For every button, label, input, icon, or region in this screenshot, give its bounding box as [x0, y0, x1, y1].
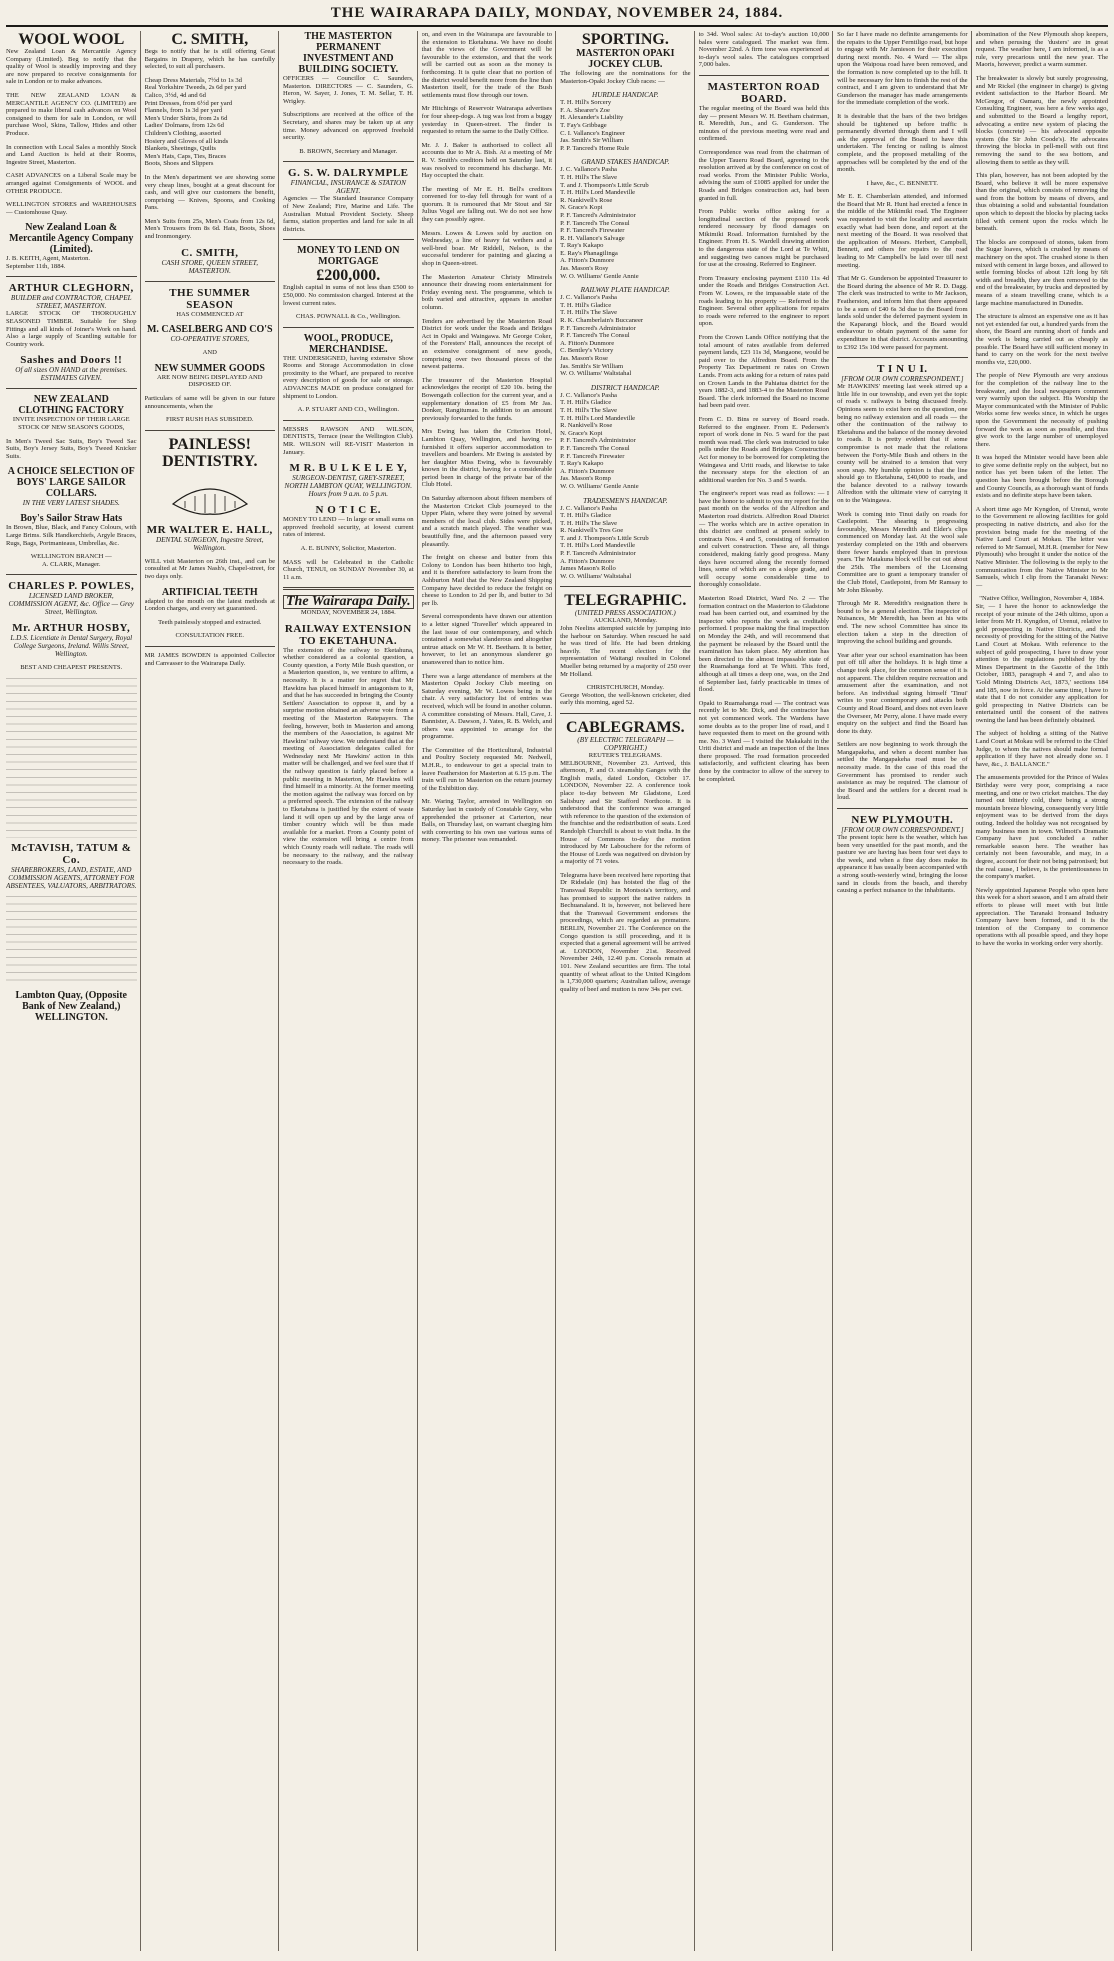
tinui-head: T I N U I.: [877, 363, 928, 376]
list-item: J. C. Vallance's Pasha: [560, 391, 617, 399]
wool-intro: New Zealand Loan & Mercantile Agency Company (Limited). Beg to notify that the quality of Wool is steadily improving and they are now prepared to receive consignments for sale in London or to make advances.: [6, 48, 137, 86]
news-paragraph: From Public works office asking for a longitudinal section of the proposed work rendered necessary by flood damages on Mikimiki Road. Information furnished by the Engineer. From H. S. Wardell drawing attention to the dangerous state of the Lord at Te Whiti, and suggesting two canoes might be purchased for use at the crossing. Referred to Engineer.: [698, 208, 830, 269]
hosby-title: Mr. ARTHUR HOSBY,: [12, 622, 131, 635]
straw-detail: In Brown, Blue, Black, and Fancy Colours, with Large Brims. Silk Handkerchiefs, Argyle Braces, Rugs, Bags, Portmanteaus, Umbrellas, &c.: [6, 524, 137, 547]
hurdle-list: [560, 99, 691, 152]
paper-date: MONDAY, NOVEMBER 24, 1884.: [300, 608, 396, 616]
list-item: N. Grace's Kopi: [560, 204, 603, 212]
news-paragraph: The Committee of the Horticultural, Industrial and Poultry Society requested Mr. Nedwell, M.H.R., to endeavour to get a special train to leave Featherston for Masterton at 6.15 p.m. The train will run to Masterton on the return journey of the Exhibition day.: [421, 746, 553, 792]
list-item: R. Nankivell's Rose: [560, 196, 613, 204]
straw-hats: Boy's Sailor Straw Hats: [20, 513, 123, 525]
displayed: ARE NOW BEING DISPLAYED AND DISPOSED OF.: [157, 373, 263, 389]
list-item: T. and J. Thompson's Little Scrub: [560, 534, 649, 542]
cleghorn-sub: BUILDER and CONTRACTOR, CHAPEL STREET, MASTERTON.: [10, 294, 132, 311]
column-8: [976, 31, 1108, 1951]
list-item: P. F. Tancred's Firewater: [560, 227, 625, 235]
news-paragraph: From the Crown Lands Office notifying that the total amount of rates available from deferred payment lands, £23 11s 3d, Mangaone, would be paid over to the Alfredton Board. From the Property Tax Department re rates on Crown Lands. From acts asking for a return of rates paid on Crown Lands in the Pahiatua district for the years 1882-3, and 1883-4 to the Masterton Road Board. The clerk informed the Board no income had been paid over.: [698, 334, 830, 410]
artificial-teeth: ARTIFICIAL TEETH: [161, 586, 258, 598]
money-lend: MONEY TO LEND ON MORTGAGE: [297, 245, 400, 268]
list-item: F. A. Shearer's Zoe: [560, 106, 610, 114]
summer-sub: HAS COMMENCED AT: [176, 310, 244, 318]
smith-addr: CASH STORE, QUEEN STREET, MASTERTON.: [161, 258, 259, 275]
wool-body: THE NEW ZEALAND LOAN & MERCANTILE AGENCY CO. (LIMITED) are prepared to make liberal cash advances on Wool consigned to them for sale in London, or will purchase Wool, Skins, Tallow, Hides and other Produce.: [6, 91, 137, 137]
buckley-sub: SURGEON-DENTIST, GREY-STREET, NORTH LAMBTON QUAY, WELLINGTON. Hours from 9 a.m. to 5 p.m.: [284, 474, 413, 499]
news-paragraph: The amusements provided for the Prince of Wales Birthday were very poor, comprising a race meeting, and one or two cricket matches. The day turned out bitterly cold, there being a strong mountain breeze blowing, consequently very little enjoyment was to be derived from the days outing. Indeed the holiday was not recognised by many business men in town. Wilmott's Dramatic Company have just concluded a rather remarkable season here. The weather has certainly not been favourable, and may, in a degree, account for their not being patronised; but the real cause, I believe, is the pretentiousness in the company's market.: [975, 774, 1109, 881]
news-paragraph: Settlers are now beginning to work through the Mangapakeha, and when a decent number has settled the Mangapakeha road must be of necessity made. In the case of this road the Government has promised to render such assistance as may be required. The clamour of the Board and the settlers for a decent road is loud.: [837, 741, 968, 802]
caselberg: M. CASELBERG AND CO'S: [146, 324, 273, 336]
list-item: T. H. Hill's Lord Mandeville: [560, 189, 636, 197]
list-item: R. H. Vallance's Salvage: [560, 234, 625, 242]
list-item: Boots, Shoes and Slippers: [144, 160, 214, 168]
list-item: P. P. Tancred's Home Rule: [560, 144, 630, 152]
and-text: AND: [202, 349, 217, 357]
divider: [283, 327, 414, 328]
hall-body: WILL visit Masterton on 26th inst., and can be consulted at Mr James Nash's, Chapel-street, for two days only.: [144, 557, 276, 580]
tradesmen-head: TRADESMEN'S HANDICAP.: [583, 496, 668, 505]
sashes-title: Sashes and Doors !!: [20, 354, 123, 367]
divider: [837, 808, 968, 809]
divider: [283, 420, 414, 421]
list-item: Cheap Dress Materials, 7½d to 1s 3d: [144, 76, 242, 84]
list-item: W. O. Williams' Waltstahal: [560, 572, 632, 580]
lambton: Lambton Quay, (Opposite Bank of New Zealand,) WELLINGTON.: [15, 989, 127, 1023]
tooth-illustration: [145, 474, 276, 520]
big-sum: £200,000.: [316, 267, 381, 285]
wool-note: In connection with Local Sales a monthly Stock and Land Auction is held at their Rooms, Ingestre Street, Masterton.: [6, 143, 137, 166]
jockey-intro: The following are the nominations for the Masterton-Opaki Jockey Club races: —: [560, 70, 691, 85]
auckland-body: John Neelins attempted suicide by jumping into the harbour on Saturday. When rescued he said he was tired of life. He had been drinking heavily. The recent election for the representation of Waitangi resulted in Colonel Mueller being returned by a majority of 250 over Mr Holland.: [560, 625, 691, 678]
list-item: Ladies' Dolmans, from 12s 6d: [144, 122, 224, 130]
building-sign: B. BROWN, Secretary and Manager.: [299, 147, 398, 155]
powles-sub: LICENSED LAND BROKER, COMMISSION AGENT, &c. Office — Grey Street, Wellington.: [8, 592, 134, 617]
notice-body: MONEY TO LEND — In large or small sums on approved freehold security, at lowest current rates of interest.: [283, 516, 414, 539]
news-paragraph: Correspondence was read from the chairman of the Upper Taueru Road Board, agreeing to the resolution arrived at by the conference on cost of road works. From the Minister Public Works, advising the sum of £1085 applied for under the Roads and Bridges construction act, had been granted in full.: [698, 148, 830, 202]
wool-sales-paragraph: to 34d. Wool sales: At to-day's auction 10,000 bales were catalogued. The market was firm. November 22nd. A firm tone was experienced at to-day's wool sales. The catalogues comprised 7,000 bales.: [698, 31, 830, 69]
list-item: W. O. Williams' Waltstahal: [560, 370, 632, 378]
list-item: P. F. Tancred's Firewater: [560, 452, 625, 460]
reuters-head: REUTER'S TELEGRAMS.: [588, 751, 662, 759]
powles-title: CHARLES P. POWLES,: [8, 580, 135, 593]
news-paragraph: Mrs Ewing has taken the Criterion Hotel, Lambton Quay, Wellington, and having re-furnished it offers superior accommodation to travellers and boarders. Mr Ewing is assisted by her daughter Miss Ewing, who is favourably known in the district, having for a considerable period been in charge of the private bar of the Club Hotel.: [421, 428, 553, 489]
list-item: R. Nankivell's Rose: [560, 422, 613, 430]
list-item: T. H. Hill's Lord Mandeville: [560, 542, 636, 550]
news-paragraph: The breakwater is slowly but surely progressing, and Mr Rickel (the engineer in charge) is giving evident satisfaction to the Harbor Board. Mr McGregor, of Oamaru, the newly appointed Consulting Engineer, was here a few weeks ago, and submitted to the Board a lengthy report, advocating a entire new system of placing the blocks (concrete) — his advocated opposite system (the Sir John Coode's). He advocates throwing the blocks in pell-mell with out first removing the sand to the sea bottom, and allowing them to settle as they will.: [975, 74, 1109, 166]
bowden: MR JAMES BOWDEN is appointed Collector and Canvasser to the Wairarapa Daily.: [144, 651, 276, 667]
clark-sign: A. CLARK, Manager.: [42, 560, 101, 568]
artificial-sub: adapted to the mouth on the latest methods at London charges, and every set guaranteed.: [144, 597, 276, 613]
district-list: [560, 392, 691, 491]
divider: [560, 586, 691, 587]
building-body: Subscriptions are received at the office of the Secretary, and shares may be taken up at any time. Money advanced on approved freehold security.: [283, 111, 414, 142]
divider: [145, 646, 276, 647]
list-item: R. K. Chamberlain's Buccaneer: [560, 317, 644, 325]
smith-title: C. SMITH,: [171, 31, 249, 48]
dalrymple-sub: FINANCIAL, INSURANCE & STATION AGENT.: [290, 179, 406, 196]
list-item: T. Ray's Kakapo: [560, 460, 604, 468]
news-paragraph: It is desirable that the bars of the two bridges should be tightened up before traffic is permanently diverted through them and I will ask the approval of the Board to have this undertaken. The fencing or railing is almost complete, and the proposed metalling of the approaches will be completed by the end of the month.: [837, 112, 968, 174]
list-item: Jas. Mason's Rosy: [560, 265, 609, 273]
money-sign: CHAS. POWNALL & Co., Wellington.: [295, 313, 401, 321]
divider: [6, 574, 137, 575]
list-item: P. F. Tancred's Administrator: [560, 550, 636, 558]
small-print-block: [6, 678, 137, 838]
list-item: W. O. Williams' Gentle Annie: [560, 272, 639, 280]
telegraphic-sub: (UNITED PRESS ASSOCIATION.): [574, 609, 676, 618]
news-paragraph: Mr HAWKINS' meeting last week stirred up a little life in our township, and even yet the topic of roads v. railways is being discussed freely. Opinions seem to exist here on the question, one being no railway extension and all roads — the other the continuation of the railway to Eketahuna and the balance of the money devoted to roads. It is pretty evident that if some compromise is not made that the relations between the Forty-Mile Bush and others in the county will be strained to a tension that very soon snap. My humble opinion is that the line should go to Eketahuna, £40,000 to roads, and the balance devoted to a railway towards Alfredton with the ultimate view of carrying it on to the Waingawa.: [837, 383, 968, 505]
building-title: THE MASTERTON PERMANENT INVESTMENT AND BUILDING SOCIETY.: [298, 31, 399, 75]
column-7: [837, 31, 972, 1951]
tinui-sub: [FROM OUR OWN CORRESPONDENT.]: [841, 375, 964, 384]
news-paragraph: The freight on cheese and butter from this Colony to London has been hitherto too high, and it is therefore satisfactory to learn from the Ashburton Mail that the New Zealand Shipping Company have decided to reduce the freight on cheese to London to 2d per lb, and butter to 3d per lb.: [421, 554, 553, 607]
news-paragraph: It was hoped the Minister would have been able to give some definite reply on the subject, but no notice has yet been taken of the letter. The question has been brought before the Borough and County Councils, as a thorough want of funds exists and no definite steps have been taken.: [975, 454, 1109, 500]
news-paragraph: Work is coming into Tinui daily on roads for Castlepoint. The shearing is progressing favourably, Messrs Meredith and Elder's clips commenced on Monday last. At the wool sale yesterday completed on the 19th and observers there fewer hands employed than in previous years. The Matakuna block will be cut out about the 25th. The members of the Licensing Committee are to grant a temporary transfer of the Club Hotel, Castlepoint, from Mr Ramsay to Mr John Bleasby.: [837, 510, 968, 594]
letter-body-2: The subject of holding a sitting of the Native Land Court at Mokau will be referred to the Chief Judge, to whom the natives should make formal application if they have not already done so. I have, &c., J. BALLANCE.": [975, 730, 1109, 768]
auckland-dateline: AUCKLAND, Monday.: [593, 617, 658, 625]
smith-intro: Begs to notify that he is still offering Great Bargains in Drapery, which he has carefully selected, to suit all purchasers.: [144, 48, 276, 71]
news-paragraph: The treasurer of the Masterton Hospital acknowledges the receipt of £20 10s. being the Bowengath collection for the current year, and a supplementary donation of £5 from Mr Jas. Donker, Rangitumau. In addition to an amount previously forwarded to the funds.: [421, 376, 553, 422]
first-rush: FIRST RUSH HAS SUBSIDED.: [166, 416, 254, 424]
tradesmen-list: [560, 505, 691, 581]
agent-line: WELLINGTON STORES and WAREHOUSES — Customhouse Quay.: [6, 201, 137, 216]
painless-title: PAINLESS! DENTISTRY.: [162, 435, 258, 470]
column-5: [560, 31, 695, 1951]
agent-date: September 11th, 1884.: [6, 262, 66, 270]
wool-title: WOOL WOOL: [18, 31, 125, 48]
paper-flag: The Wairarapa Daily.: [283, 595, 414, 609]
list-item: Jas. Mason's Romp: [560, 475, 611, 483]
new-plymouth-head: NEW PLYMOUTH.: [851, 814, 954, 827]
agent-sign: J. B. KEITH, Agent, Masterton.: [6, 255, 91, 263]
list-item: Print Dresses, from 6½d per yard: [144, 99, 233, 107]
cable-body-2: Telegrams have been received here reporting that Dr Ridsdale (in) has hoisted the flag of the Transvaal Republic in Montsoia's territory, and has promised to support the native raiders in Bechuanaland. It is, however, not believed here that the Transvaal Government endorses the proceedings, which are regarded as premature. BERLIN, November 21. The Conference on the Congo question is still proceeding, and it is expected that a general agreement will be arrived at. LONDON, November 21st. Received November 24th, 12.40 p.m. Consols remain at 101. New Zealand securities are firm. The total quantity of wheat afloat to the United Kingdom is 1,730,000 quarters; Australian tallow, average quality of beef and mutton is now 34s per cwt.: [560, 871, 691, 993]
smith-body: In the Men's department we are showing some very cheap lines, bought at a great discount for cash, and will give our customers the benefit, comprising — Knives, Spoons, and Cooking Pans.: [144, 173, 276, 212]
divider: [837, 357, 968, 358]
news-paragraph: This plan, however, has not been adopted by the Board, who believe it will be more expensive than the original, which consists of removing the sand from the bottom by means of divers, and thus obtaining a solid and substantial foundation upon which to deposit the blocks by placing tacks filled with cement upon the rocks which lie beneath.: [975, 172, 1109, 233]
news-paragraph: abomination of the New Plymouth shop keepers, and when perusing the 'dusters' are in great request. The weather here, I am informed, is as a rule, very precarious until the new year. The Maoris, however, predict a warm summer.: [975, 31, 1109, 69]
list-item: H. Alexander's Liability: [560, 114, 624, 122]
list-item: Calico, 3½d, 4d and 6d: [144, 91, 206, 99]
list-item: T. H. Hill's The Slave: [560, 309, 618, 317]
hall-sub: DENTAL SURGEON, Ingestre Street, Wellington.: [155, 535, 264, 552]
bunny-sign: A. E. BUNNY, Solicitor, Masterton.: [300, 545, 396, 552]
christchurch-body: George Wootton, the well-known cricketer, died early this morning, aged 52.: [560, 691, 691, 707]
jockey-head: MASTERTON OPAKI JOCKEY CLUB.: [576, 48, 675, 70]
mctavish-title: McTAVISH, TATUM & Co.: [11, 841, 132, 866]
news-paragraph: On Saturday afternoon about fifteen members of the Masterton Cricket Club journeyed to the Upper Plain, where they were joined by several members of the local club. Sides were picked, and a scratch match played. The weather was beautifully fine, and the afternoon passed very pleasantly.: [421, 495, 553, 548]
list-item: N. Grace's Kopi: [560, 429, 603, 437]
divider: [145, 430, 276, 431]
cleghorn-stock: LARGE STOCK OF THOROUGHLY SEASONED TIMBER. Suitable for Shop Fittings and all kinds of Joiner's Work on hand. Also a large supply of Scantling suitable for Country work.: [6, 310, 137, 348]
list-item: T. and J. Thompson's Little Scrub: [560, 181, 649, 189]
masthead: THE WAIRARAPA DAILY, MONDAY, NOVEMBER 24, 1884.: [6, 4, 1108, 27]
column-6: [699, 31, 834, 1951]
list-item: T. H. Hill's The Slave: [560, 519, 618, 527]
list-item: W. O. Williams' Gentle Annie: [560, 482, 639, 490]
list-item: R. Nankivell's Tres Goe: [560, 527, 624, 535]
list-item: A. Fitton's Dunmore: [560, 557, 615, 565]
mctavish-sub: SHAREBROKERS, LAND, ESTATE, AND COMMISSION AGENTS, ATTORNEY FOR ABSENTEES, VALUATORS, ARBITRATORS.: [6, 865, 137, 890]
hall-title: MR WALTER E. HALL,: [146, 523, 273, 536]
new-plymouth-sub: [FROM OUR OWN CORRESPONDENT.]: [841, 826, 964, 835]
undersigned: THE UNDERSIGNED, having extensive Show Rooms and Storage Accommodation in close proximity to the Wharf, are prepared to receive every description of goods for sale or storage. ADVANCES MADE on produce consigned for shipment to London.: [283, 354, 414, 400]
dental-note: BEST AND CHEAPEST PRESENTS.: [20, 664, 123, 672]
cable-sub: (BY ELECTRIC TELEGRAPH — COPYRIGHT.): [577, 735, 674, 752]
cablegrams-head: CABLEGRAMS.: [565, 718, 685, 736]
list-item: J. C. Vallance's Pasha: [560, 166, 617, 174]
list-item: P. F. Tancred's The Consul: [560, 332, 630, 340]
list-item: Hosiery and Gloves of all kinds: [144, 137, 229, 145]
list-item: T. H. Hill's The Slave: [560, 406, 618, 414]
news-paragraph: Year after year our school examination has been put off till after the holidays. It is high time a change took place, for the common sense of it is not apparent. The children require recreation and amusement after the examination, and not before. An individual signing himself 'Tinui' writes to your contemporary and attacks both County and Road Board, and does not even leave the Overseer, Mr Perry, alone. I have made every enquiry on the subject and find the Board has done its duty.: [837, 651, 968, 735]
news-paragraph: That Mr G. Gunderson be appointed Treasurer to the Board during the absence of Mr R. D. Dagg. The clerk was instructed to write to Mr Jackson, Featherston, and inform him that there appeared to be a sum of £40 6s 3d due to the Board from lands sold under the deferred payment system in the Kaparangi block, and the Board would endeavour to obtain payment of the same for expenditure in that district. Accounts amounting to £392 15s 10d were passed for payment.: [837, 275, 968, 351]
list-item: T. Ray's Kakapo: [560, 242, 604, 250]
list-item: C. Bentley's Victory: [560, 347, 614, 355]
dalrymple-title: G. S. W. DALRYMPLE: [288, 167, 409, 180]
list-item: Flannels, from 1s 3d per yard: [144, 107, 223, 115]
money-body: English capital in sums of not less than £500 to £50,000. No commission charged. Interest at the lowest current rates.: [283, 284, 414, 307]
list-item: James Mason's Rollo: [560, 565, 616, 573]
teeth-icon: [165, 474, 255, 520]
column-1: [6, 31, 141, 1951]
notice-title: N O T I C E.: [315, 504, 382, 517]
buckley-title: M R. B U L K E L E Y,: [289, 462, 408, 475]
building-officers: OFFICERS — Councillor C. Saunders, Masterton. DIRECTORS — C. Saunders, G. Heron, W. Sayer, J. Jones, T. M. Sellar, T. H. Wrigley.: [283, 75, 414, 105]
news-paragraph: Mr E. E. Chamberlain attended, and informed the Board that Mr R. Hunt had erected a fence in the middle of the Mikimiki road. The Engineer was requested to visit the locality and ascertain exactly what had been done, and report at the next meeting of the Board. It was resolved that the application of Messrs. Herbert, Campbell, Bennett, and others for repairs to the road leading to Mr Campbell's be laid over till next meeting.: [837, 193, 968, 269]
list-item: T. H. Hill's The Slave: [560, 173, 618, 181]
list-item: T. Fay's Gribbage: [560, 121, 607, 129]
list-item: Jas. Smith's Sir William: [560, 137, 624, 145]
list-item: P. F. Tancred's Administrator: [560, 324, 636, 332]
list-item: Men's Hats, Caps, Ties, Braces: [144, 152, 227, 160]
list-item: T. H. Hill's Lord Mandeville: [560, 414, 636, 422]
list-item: A. Fitton's Dunmore: [560, 339, 615, 347]
cable-body: MELBOURNE, November 23. Arrived, this afternoon, P. and O. steamship Ganges with the English mails, dated London, October 17. LONDON, November 22. A conference took place to-day between Mr Gladstone, Lord Salisbury and Sir Stafford Northcote. It is understood that the conference was arranged with reference to the question of the extension of the franchise and the redistribution of seats. Lord Randolph Churchill is about to visit India. In the House of Commons to-day the motion introduced by Mr Labouchere for the reform of the House of Lords was negatived on division by a majority of 71 votes.: [560, 759, 691, 866]
news-paragraph: From C. D. Bins re survey of Board roads. Referred to the engineer. From E. Pedersen's report of work done in No. 5 ward for the past month was read. The clerk was instructed to take polls under the Roads and Bridges Construction Act for money to be borrowed for completing the Waingawa and Uriti roads, and likewise to take the necessary steps for the election of an additional warden for No. 3 and 5 wards.: [698, 415, 830, 484]
divider: [6, 388, 137, 389]
news-paragraph: The blocks are composed of stones, taken from the Sugar loaves, which is crushed by means of machinery on the spot. The crushed stone is then mixed with cement in large boxes, and allowed to settle forming blocks of about 12ft long by 6ft width and breadth, they are then removed to the end of the breakwater, by trucks and deposited by means of a steam travelling crane, which is a large machine manufactured in Dunedin.: [975, 238, 1109, 307]
nz-items: In Men's Tweed Sac Suits, Boy's Tweed Sac Suits, Boy's Jersey Suits, Boy's Tweed Knicker Suits.: [6, 437, 137, 460]
divider: [283, 239, 414, 240]
news-paragraph: Tenders are advertised by the Masterton Road District for work under the Roads and Bridges Act in Opaki and Waingawa. Mr George Coker, of the Foresters' Hall, announces the receipt of an extensive consignment of new goods, comprising over two thousand pieces of the newest patterns.: [421, 317, 553, 371]
list-item: Blankets, Sheetings, Quilts: [144, 145, 216, 153]
nz-clothing-title: NEW ZEALAND CLOTHING FACTORY: [18, 394, 125, 417]
divider: [699, 75, 830, 76]
smith-items: [145, 77, 276, 168]
hosby-sub: L.D.S. Licentiate in Dental Surgery, Royal College Surgeons, Ireland. Willis Street, Wellington.: [10, 634, 133, 659]
news-paragraph: Newly appointed Japanese People who open here this week for a short season, and I am afraid their efforts to please will meet with but little appreciation. The Taranaki Ironsand Industry Company have been formed, and it is the intention of the Company to commence operations with all possible speed, and they hope to have the works in working order very shortly.: [975, 886, 1109, 947]
road-board-head: MASTERTON ROAD BOARD.: [707, 80, 821, 105]
smith-more: Men's Suits from 25s, Men's Coats from 12s 6d, Men's Trousers from 8s 6d. Hats, Boots, Shoes and Ironmongery.: [144, 217, 276, 241]
letter-head: "Native Office, Wellington, November 4, 1884.: [979, 595, 1105, 603]
railway-body: The extension of the railway to Eketahuna, whether considered as a colonial question, a County question, a Forty Mile Bush question, or a Masterton question, is, we venture to affirm, a necessity. It is a matter for regret that Mr Hawkins has placed himself in antagonism to it, and that he has succeeded in bringing the County Settlers' Association to oppose it, and by a surprise motion obtained an adverse vote from a meeting of the Masterton Ratepayers. The feeling, however, both in Masterton and among the members of the Association, is against Mr Hawkins' railway view. We understand that at the meeting of Association delegates called for Wednesday next Mr Hawkins' action in this matter will be challenged, and we feel sure that if the railway question is fairly placed before a public meeting in Masterton, Mr Hawkins will find himself in a minority. At the former meeting the motion against the railway was forced on by a preferred speech. The extension of the railway to Eketahuna is justified by the extent of waste land it will open up and by the large area of timber country which will be thus made available for a market. From a County point of view the extension will bring a centre from which County roads will radiate. The roads will be necessary to the railway, and the railway necessary to the roads.: [283, 646, 414, 867]
column-2: [145, 31, 280, 1951]
column-3: [283, 31, 418, 1951]
summer-title: THE SUMMER SEASON: [169, 286, 251, 311]
nz-invite: INVITE INSPECTION OF THEIR LARGE STOCK OF NEW SEASON'S GOODS,: [12, 416, 130, 432]
divider: [145, 281, 276, 282]
stuart-sign: A. P. STUART AND CO., Wellington.: [297, 406, 399, 414]
list-item: Jas. Smith's Sir William: [560, 362, 624, 370]
news-paragraph: Through Mr R. Meredith's resignation there is bound to be a general election. The inspector of Nuisances, Mr Meredith, has been at his wits end. The new school Committee has since its election taken a step in the direction of improving the school building and grounds.: [837, 600, 968, 646]
divider: [6, 276, 137, 277]
news-paragraph: Messrs. Lowes & Lowes sold by auction on Wednesday, a line of heavy fat wethers and a well-bred boar. Mr Riddell, Nelson, is the successful tenderer for painting and glazing a shop in Queen-street.: [421, 229, 553, 268]
railway-plate-list: [560, 294, 691, 378]
news-paragraph: on, and even in the Wairarapa are favourable to the extension to Eketahuna. We have no doubt that the views of the Government will be favourable to the extension, and that the work will be carried out as soon as the money is forthcoming. It is quite clear that no portion of the district would benefit more from the line than Masterton itself, for the trade of the Bush settlements must flow through our town.: [421, 31, 553, 99]
cash-advances: CASH ADVANCES on a Liberal Scale may be arranged against Consignments of WOOL and OTHER PRODUCE.: [6, 172, 137, 195]
news-paragraph: The engineer's report was read as follows: — I have the honor to submit to you my report for the past month on the works of the Alfredton and Masterton road districts. Alfredton Road District — The works which are in active operation in this district are confined at present solely to contracts Nos. 4 and 5, consisting of formation and culvert construction. These are, all things considered, making fairly good progress. Many days have occurred along the recently formed lines, some of which are on a slope grade, and will occupy some considerable time to thoroughly consolidate.: [698, 490, 830, 589]
letter-body: Sir, — I have the honor to acknowledge the receipt of your minute of the 24th ultimo, upon a letter from Mr H. Kyngdon, of Urenui, relative to gold prospecting in Native Districts, and the necessity of providing for the sitting of the Native Land Court at Mokau. With reference to the subject of gold prospecting, I have to draw your attention to the regulations published by the Mines Department in the Gazette of the 18th October, 1883, paragraph 4 and 7, and also to 'Gold Mining Districts Act, 1873,' sections 184 and 185, now in force. At the same time, I have to state that I do not consider any application for gold prospecting in Native Districts can be entertained until the consent of the natives owning the land has been definitely obtained.: [975, 602, 1109, 724]
news-paragraph: There was a large attendance of members at the Masterton Opaki Jockey Club meeting on Saturday evening, Mr W. Lowes being in the chair. A very satisfactory list of entries was received, which will be found in another column. A committee consisting of Messrs. Hall, Cave, J. Bannister, A. Dawson, J. Yates, R. B. Welch, and others was appointed to arrange for the programme.: [421, 672, 553, 741]
list-item: Children's Clothing, assorted: [144, 129, 221, 137]
news-paragraph: Masterton Road District, Ward No. 2 — The formation contract on the Masterton to Gladstone road has been carried out, and examined by the inspector who reports the work as creditably performed. I propose making the final inspection on Monday the 24th, and will recommend that the payment be released by the Board until the examination has taken place. My attention has been directed to the almost impassable state of the Ruamahanga ford at Te Whiti. This ford, although at all times a deep one, was, on the 2nd of September last, fairly practicable in times of flood.: [698, 595, 830, 694]
list-item: P. F. Tancred's Administrator: [560, 211, 636, 219]
district-head: DISTRICT HANDICAP.: [590, 383, 660, 392]
list-item: Real Yorkshire Tweeds, 2s 6d per yard: [144, 84, 247, 92]
sporting-head: SPORTING.: [581, 31, 669, 48]
wellington-branch: WELLINGTON BRANCH —: [30, 553, 112, 561]
news-paragraph: So far I have made no definite arrangements for the repairs to the Upper Ferntiligo road, but hope to engage with Mr Jamieson for their execution during next month. No. 4 Ward — The slips upon the Waipoua road have been removed, and the formation is now completed up to the hill. It will be necessary for him to finish the rest of the contract, and I am given to understand that Mr Gunderson the manager has made arrangements for the immediate completion of the work.: [837, 31, 968, 107]
latest-shades: IN THE VERY LATEST SHADES.: [22, 499, 120, 508]
list-item: T. H. Hill's Gladice: [560, 301, 612, 309]
divider: [283, 161, 414, 162]
double-divider: [283, 587, 414, 590]
news-paragraph: Mr. J. J. Baker is authorised to collect all accounts due to Mr A. Bish. At a meeting of Mr R. V. Smith's creditors held on Saturday last, it was resolved to recommend his discharge. Mr. Hay occupied the chair.: [421, 141, 553, 180]
railway-plate-head: RAILWAY PLATE HANDICAP.: [580, 286, 670, 295]
company-name: New Zealand Loan & Mercantile Agency Company (Limited).: [9, 222, 134, 256]
small-print-block: [6, 896, 137, 986]
new-summer: NEW SUMMER GOODS: [154, 362, 265, 374]
caselberg-sub: CO-OPERATIVE STORES,: [170, 335, 250, 344]
list-item: T. H. Hill's Gladice: [560, 512, 612, 520]
news-paragraph: Mr. Waring Taylor, arrested in Wellington on Saturday last in custody of Constable Grey, who apprehended the prisoner at Carterton, near Balls, on Thursday last, on warrant charging him with converting to his own use various sums of money. The prisoner was remanded.: [421, 798, 553, 844]
particulars: Particulars of same will be given in our future announcements, when the: [144, 395, 276, 410]
signature: I have, &c., C. BENNETT.: [866, 179, 939, 187]
news-paragraph: The structure is almost an expensive one as it has not yet extended far out, a hundred yards from the shore, the Board are running short of funds and the work is being carried out as cheaply as possible. The Board have still sufficient money in hand to carry on the work for the next twelve months viz, £20,000.: [975, 313, 1109, 366]
news-paragraph: The meeting of Mr E. H. Bell's creditors convened for to-day fell through for want of a quorum. It is rumoured that Mr Stout and Sir Julius Vogel are falling out. We do not see how they can possibly agree.: [421, 185, 553, 224]
sailor-collars: A CHOICE SELECTION OF BOYS' LARGE SAILOR COLLARS.: [7, 466, 135, 500]
christchurch-dateline: CHRISTCHURCH, Monday.: [586, 684, 665, 692]
cleghorn-title: ARTHUR CLEGHORN,: [8, 282, 134, 295]
telegraphic-head: TELEGRAPHIC.: [564, 592, 687, 610]
news-paragraph: Several correspondents have drawn our attention to a letter signed 'Traveller' which appeared in the last issue of our contemporary, and which contained a somewhat slanderous and altogether untrue attack on Mr W. H. Beetham. It is better, however, to let an anonymous slanderer go unanswered than to notice him.: [421, 613, 553, 666]
smith-sign: C. SMITH,: [181, 246, 239, 259]
columns: [6, 31, 1108, 1951]
sashes-sub: Of all sizes ON HAND at the premises. ESTIMATES GIVEN.: [15, 366, 128, 383]
news-paragraph: From Treasury enclosing payment £110 11s 4d under the Roads and Bridges Construction Act. From W. Lowes, re the impassable state of the roads leading to his property — Referred to the Engineer. Several other applications for repairs to roads were referred to the engineer to report upon.: [698, 274, 830, 328]
list-item: P. F. Tancred's Administrator: [560, 437, 636, 445]
consultation: CONSULTATION FREE.: [175, 632, 244, 640]
divider: [560, 713, 691, 714]
grand-list: [560, 166, 691, 280]
news-paragraph: A short time ago Mr Kyngdon, of Urenui, wrote to the Government re allowing facilities for gold prospecting in native districts, and also for the provision being made for the meeting of the Native Land Court at Mokau. The letter was referred to Mr Samuel, M.H.R. (member for New Plymouth) who brought it under the notice of the Native Minister. The following is the reply to the communication from the Native Minister to Mr Samuels, which I clip from the Taranaki News: —: [975, 505, 1109, 589]
list-item: T. H. Hill's Gladice: [560, 399, 612, 407]
mass-notice: MASS will be Celebrated in the Catholic Church, TENUI, on SUNDAY November 30, at 11 a.m.: [283, 558, 414, 581]
list-item: E. Ray's Phanagilinga: [560, 249, 618, 257]
news-paragraph: The regular meeting of the Board was held this day — present Messrs W. H. Beetham chairman, R. Meredith, Jun., and G. Gunderson. The minutes of the previous meeting were read and confirmed.: [698, 104, 830, 143]
list-item: J. C. Vallance's Pasha: [560, 294, 617, 302]
news-paragraph: The Masterton Amateur Christy Minstrels announce their drawing room entertainment for Friday evening next. The programme, which is both varied and attractive, appears in another column.: [421, 273, 553, 311]
list-item: T. H. Hill's Sorcery: [560, 99, 612, 107]
news-paragraph: Mr Hitchings of Reservoir Wairarapa advertises for four sheep-dogs. A tug was lost from a buggy yesterday in Queen-street. The finder is requested to return the same to the Daily Office.: [421, 105, 553, 136]
wool-produce: WOOL, PRODUCE, MERCHANDISE.: [303, 332, 393, 355]
list-item: A. Fitton's Dunmore: [560, 257, 615, 265]
rawson: MESSRS RAWSON AND WILSON, DENTISTS, Terrace (near the Wellington Club). MR. WILSON will RE-VISIT Masterton in January.: [283, 425, 414, 456]
list-item: P. F. Tancred's The Consul: [560, 219, 630, 227]
list-item: J. C. Vallance's Pasha: [560, 504, 617, 512]
column-4: [422, 31, 557, 1951]
dalrymple-body: Agencies — The Standard Insurance Company of New Zealand; Fire, Marine and Life. The Australian Mutual Provident Society. Sheep farms, station properties and land for sale in all districts.: [283, 195, 414, 233]
grand-head: GRAND STAKES HANDICAP.: [581, 158, 670, 167]
railway-head: RAILWAY EXTENSION TO EKETAHUNA.: [284, 622, 412, 647]
list-item: C. I. Vallance's Engineer: [560, 129, 626, 137]
list-item: Men's Under Shirts, from 2s 6d: [144, 114, 228, 122]
painless-note: Teeth painlessly stopped and extracted.: [158, 618, 262, 626]
news-paragraph: The people of New Plymouth are very anxious for the completion of the railway line to the breakwater, and the local newspapers comment very warmly upon the subject. His Worship the Mayor communicated with the Minister of Public Works some few weeks since, in which he urges upon the Government the necessity of pushing forward the work as soon as possible, and thus give work to the large number of unemployed there.: [975, 372, 1109, 448]
news-paragraph: Opaki to Ruamahanga road — The contract was recently let to Mr. Dick, and the contractor has not yet commenced work. The Wardens have some doubts as to the proper line of road, and I have requested them to meet on the ground with me. No. 3 Ward — I visited the Makakahi in the Uriti district and made an inspection of the lines there proposed. The road formation proceeded satisfactorily, and sufficient clearing has been done by the contractor to allow of the survey to be completed.: [698, 699, 830, 783]
list-item: Jas. Mason's Rose: [560, 355, 608, 362]
list-item: P. F. Tancred's The Consul: [560, 444, 630, 452]
news-paragraph: The present topic here is the weather, which has been very unsettled for the past month, and the pasture we are having has been four wet days to the week, and when a fine day does make its appearance it has usually been accompanied with a strong south-westerly wind, bringing the loose sand in clouds from the beach, and thereby causing a perfect nuisance to the inhabitants.: [837, 834, 968, 895]
list-item: A. Fitton's Dunmore: [560, 467, 615, 475]
hurdle-head: HURDLE HANDICAP.: [592, 91, 659, 100]
